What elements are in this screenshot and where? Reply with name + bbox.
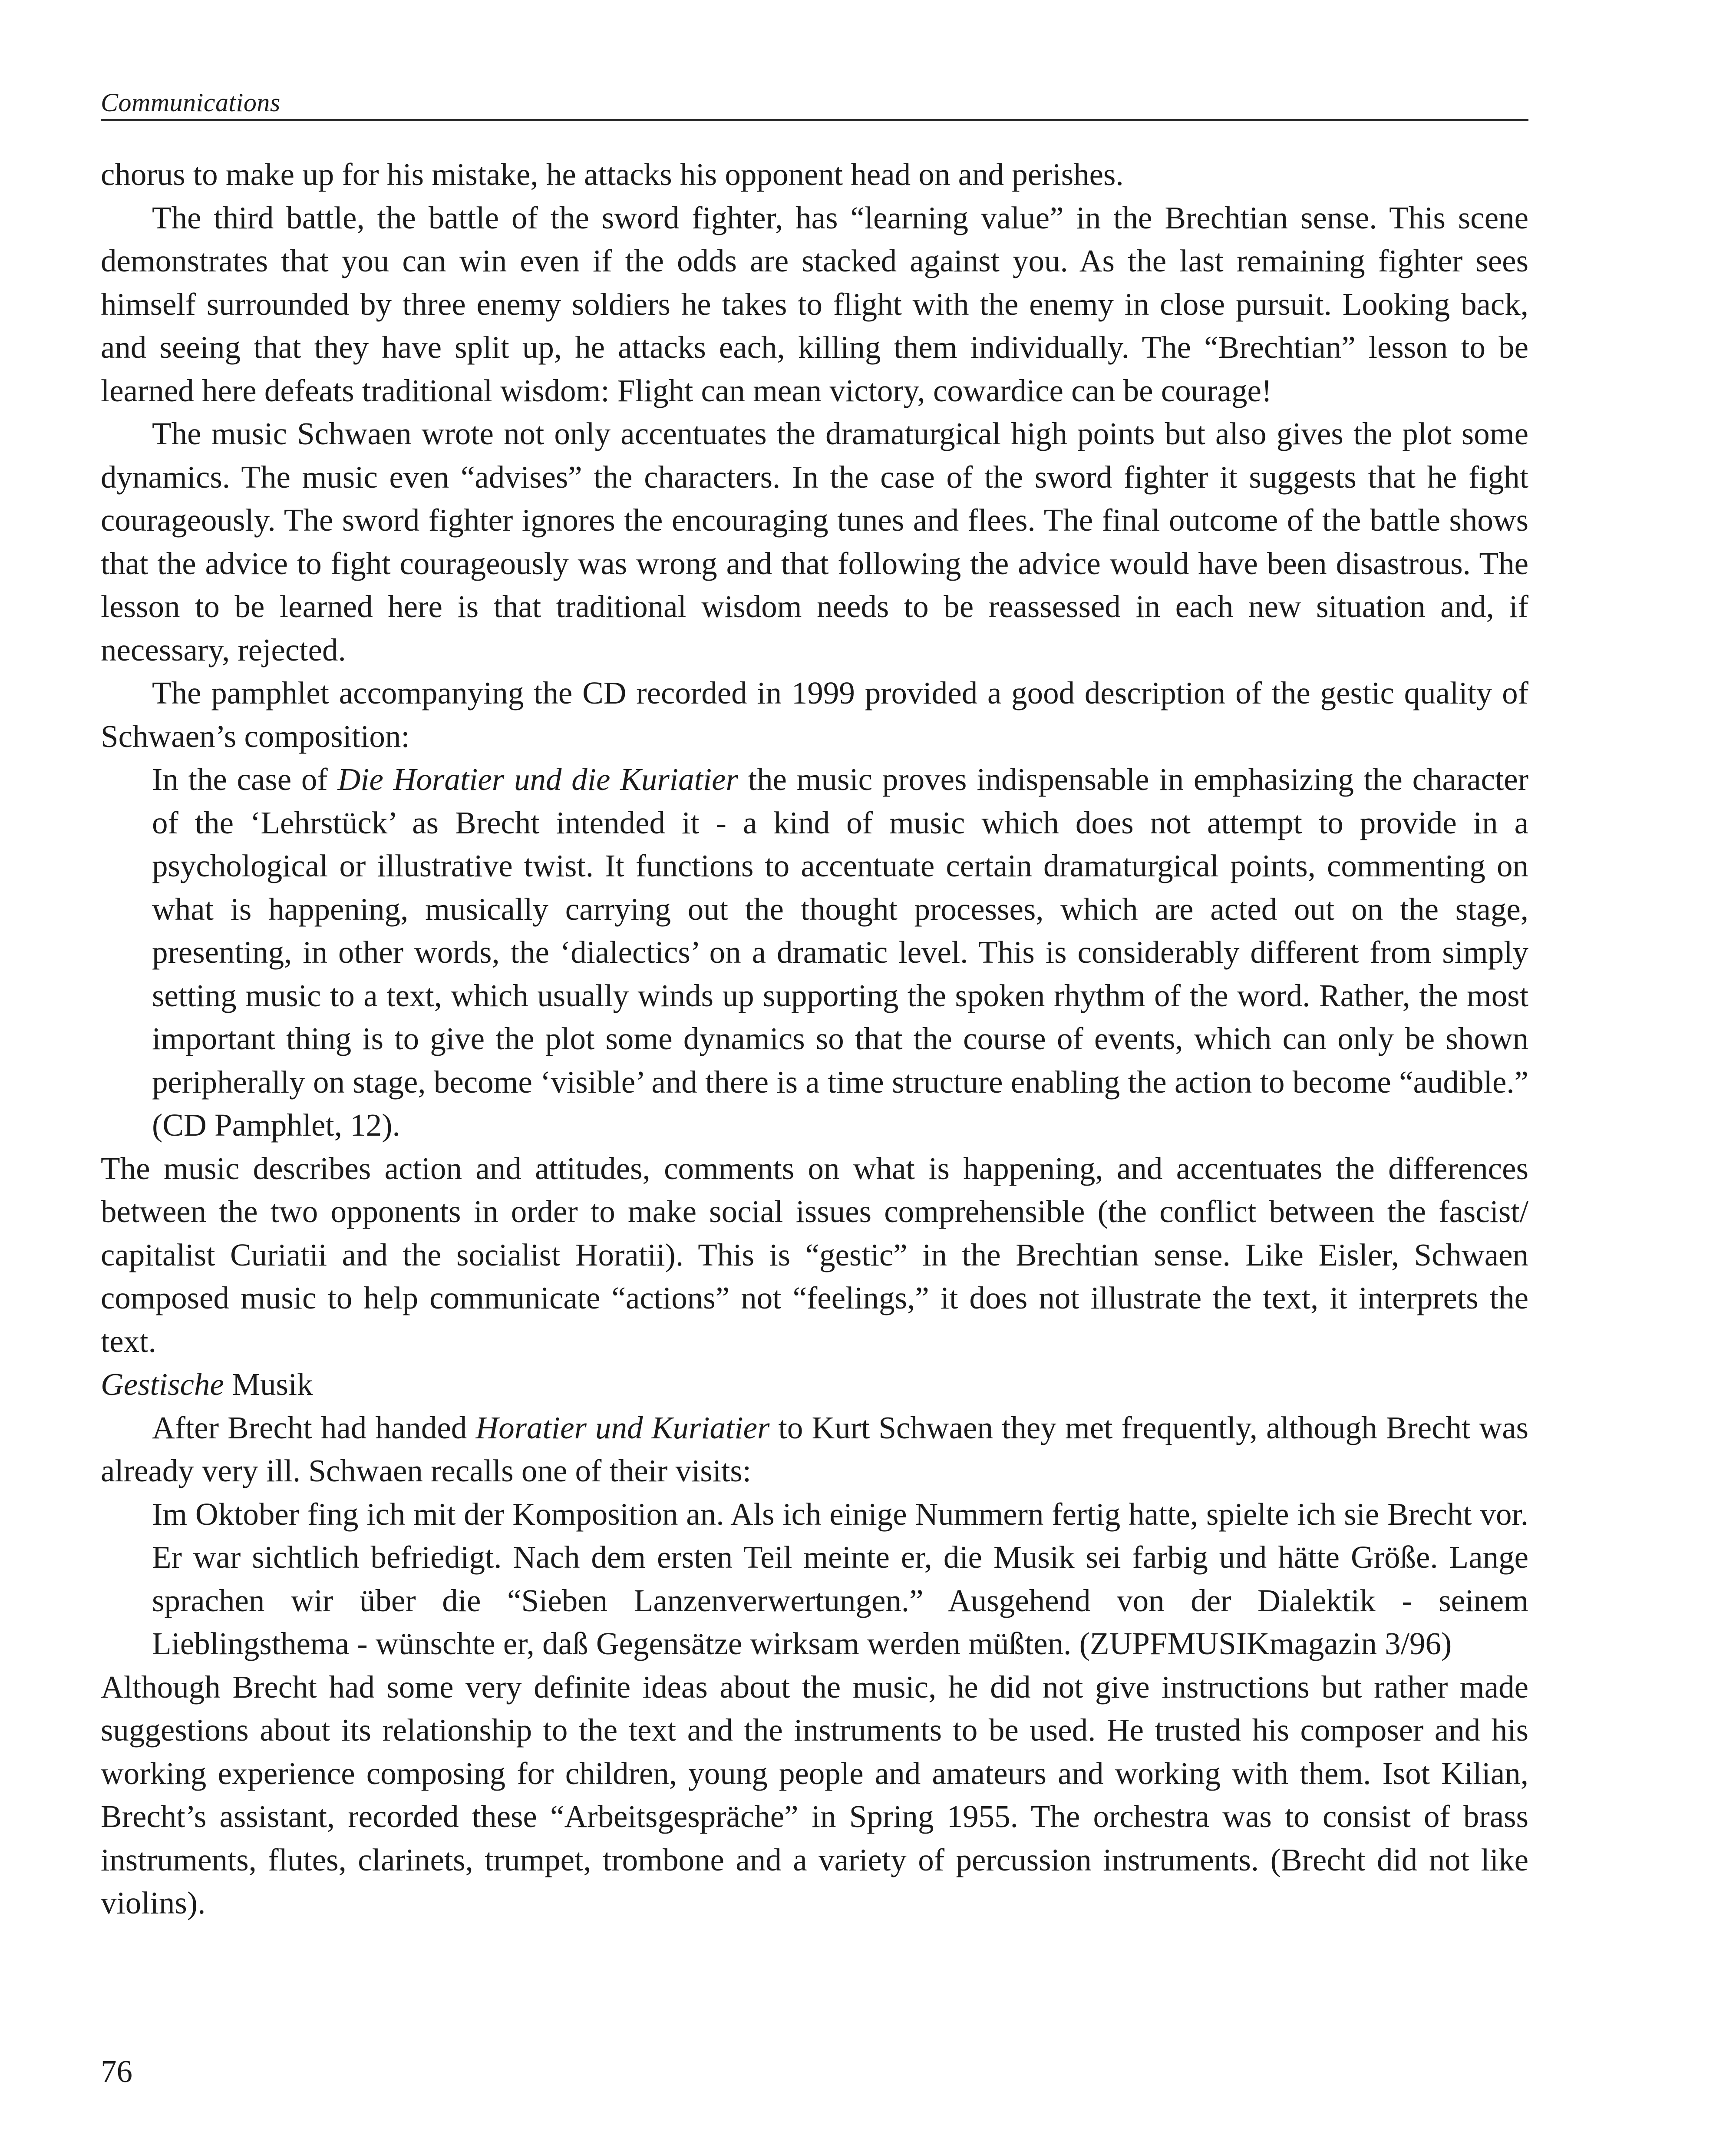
paragraph-music-dynamics: The music Schwaen wrote not only accentuates the dramaturgical high points but also gives the plot some dynamics. The music even “advises” the characters. In the case of the sword fighter it suggests that he fight courageously. The sword fighter ignores the encouraging tunes and flees. The final outcome of the battle shows that the advice to fight courageously was wrong and that following the advice would have been disastrous. The lesson to be learned here is that traditional wisdom needs to be reassessed in each new situation and, if necessary, rejected.	[101, 416, 1528, 668]
paragraph-gestic-music: The music describes action and attitudes, comments on what is happening, and accentuates the differences between the two opponents in order to make social issues comprehensible (the conflict between the fascist/ capitalist Curiatii and the socialist Horatii). This is “gestic” in the Brechtian sense. Like Eisler, Schwaen composed music to help communicate “actions” not “feelings,” it does not illustrate the text, it interprets the text.	[101, 1150, 1528, 1359]
quote-text-end: the music proves indispensable in emphasizing the character of the ‘Lehrstück’ as Brecht intended it - a kind of music which does not attempt to provide in a psychological or illustrative twist. It functions to accentuate certain dramaturgical points, commenting on what is happening, musically carrying out the thought processes, which are acted out on the stage, presenting, in other words, the ‘dialectics’ on a dramatic level. This is considerably different from simply setting music to a text, which usually winds up supporting the spoken rhythm of the word. Rather, the most important thing is to give the plot some dynamics so that the course of events, which can only be shown peripherally on stage, become ‘visible’ and there is a time structure enabling the action to become “audible.” (CD Pamphlet, 12).	[152, 762, 1528, 1143]
block-quote-text	[152, 758, 1528, 1147]
body-text	[101, 153, 1528, 1925]
page-number: 76	[101, 2054, 132, 2089]
section-heading-italic: Gestische	[101, 1367, 224, 1402]
work-title: Die Horatier und die Kuriatier	[337, 762, 738, 797]
paragraph-continuation: chorus to make up for his mistake, he attacks his opponent head on and perishes.	[101, 157, 1124, 192]
section-heading	[101, 1363, 1528, 1406]
paragraph-third-battle: The third battle, the battle of the sword fighter, has “learning value” in the Brechtian sense. This scene demonstrates that you can win even if the odds are stacked against you. As the last remaining fighter sees himself surrounded by three enemy soldiers he takes to flight with the enemy in close pursuit. Looking back, and seeing that they have split up, he attacks each, killing them individually. The “Brechtian” lesson to be learned here defeats traditional wisdom: Flight can mean victory, cowardice can be courage!	[101, 200, 1528, 408]
paragraph-text-start: After Brecht had handed	[152, 1410, 476, 1445]
section-heading-plain: Musik	[224, 1367, 313, 1402]
work-title: Horatier und Kuriatier	[475, 1410, 770, 1445]
block-quote-cd-pamphlet	[101, 758, 1528, 1147]
paragraph-cd-pamphlet-intro: The pamphlet accompanying the CD recorded in 1999 provided a good description of the gestic quality of Schwaen’s composition:	[101, 675, 1528, 754]
block-quote-text: Im Oktober fing ich mit der Komposition an. Als ich einige Nummern fertig hatte, spielte ich sie Brecht vor. Er war sichtlich befriedigt. Nach dem ersten Teil meinte er, die Musik sei farbig und hätte Größe. Lange sprachen wir über die “Sieben Lanzenverwertungen.” Ausgehend von der Dialektik - seinem Lieblingsthema - wünschte er, daß Gegensätze wirksam werden müßten. (ZUPFMUSIKmagazin 3/96)	[152, 1496, 1528, 1661]
running-title: Communications	[101, 88, 281, 117]
paragraph-text-end: to Kurt Schwaen they met frequently, although Brecht was already very ill. Schwaen recalls one of their visits:	[101, 1410, 1529, 1488]
paragraph-schwaen-visits	[101, 1406, 1528, 1493]
quote-text-start: In the case of	[152, 762, 338, 797]
block-quote-schwaen	[101, 1493, 1528, 1665]
running-header	[101, 86, 1528, 121]
paragraph-brecht-ideas: Although Brecht had some very definite ideas about the music, he did not give instructions but rather made suggestions about its relationship to the text and the instruments to be used. He trusted his composer and his working experience composing for children, young people and amateurs and working with them. Isot Kilian, Brecht’s assistant, recorded these “Arbeitsgespräche” in Spring 1955. The orchestra was to consist of brass instruments, flutes, clarinets, trumpet, trombone and a variety of percussion instruments. (Brecht did not like violins).	[101, 1669, 1528, 1920]
